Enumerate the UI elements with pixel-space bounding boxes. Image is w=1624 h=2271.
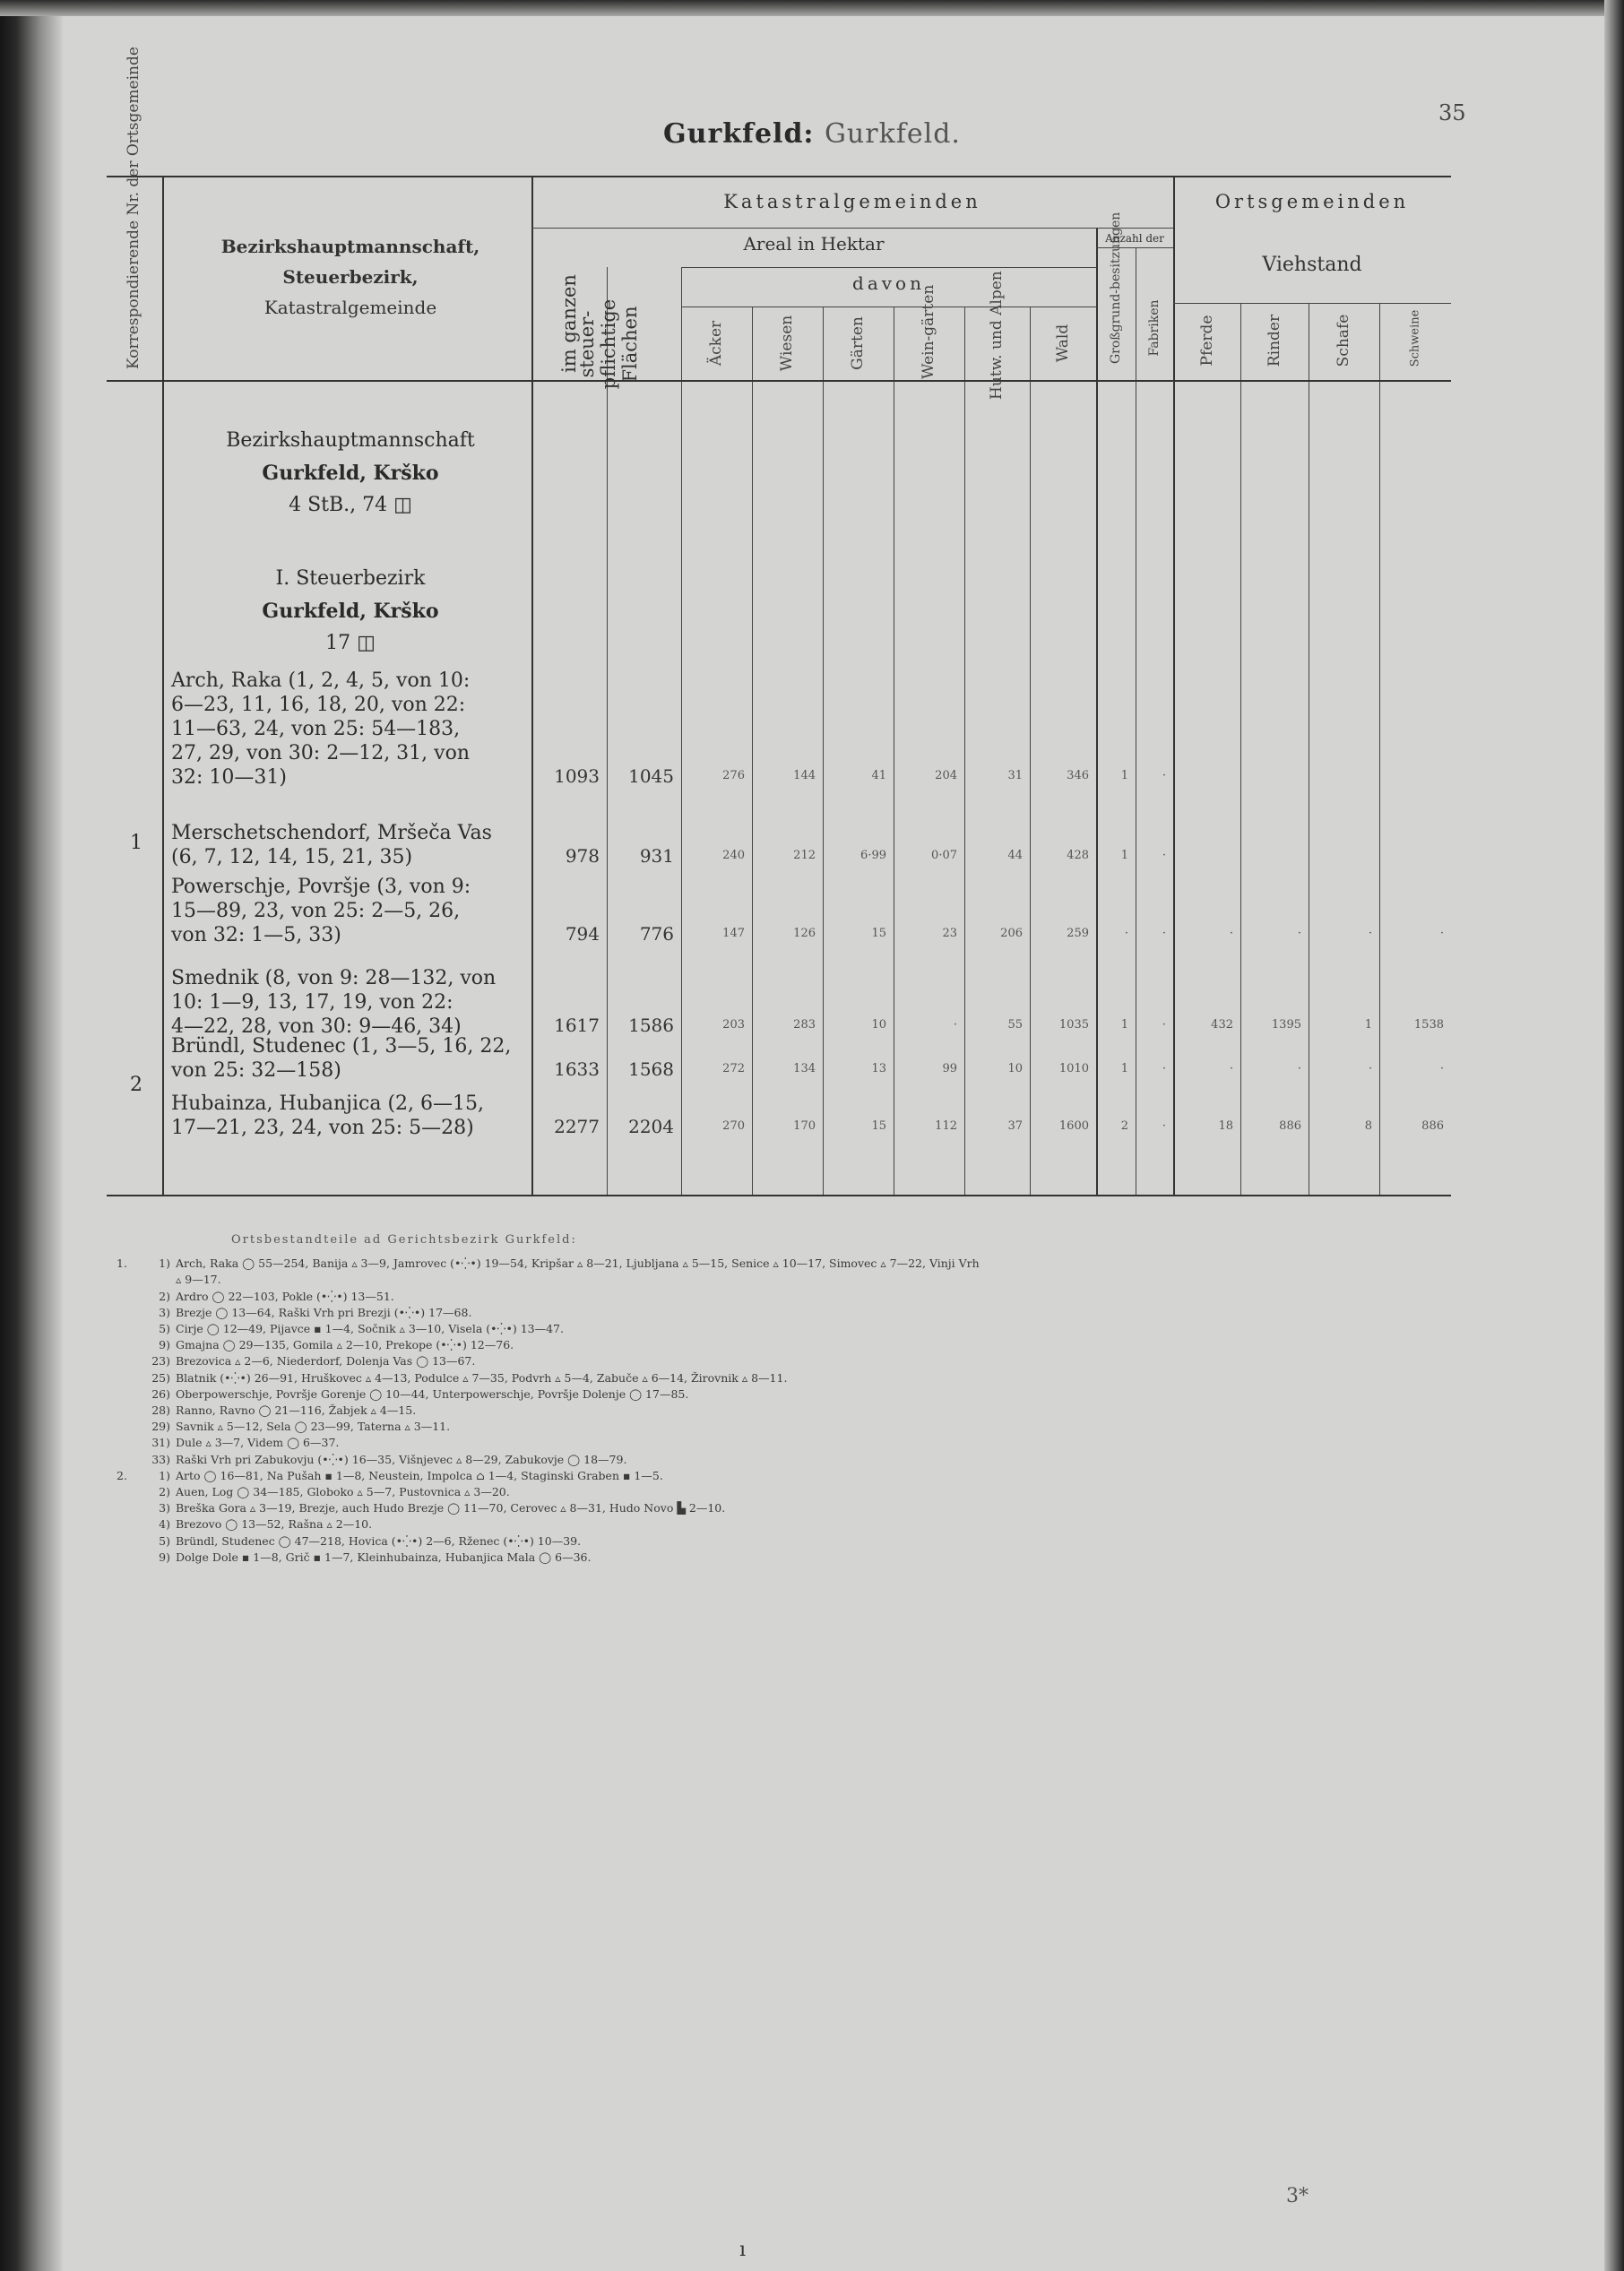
ortsgemeinden-header: Ortsgemeinden — [1214, 191, 1410, 212]
col-divider — [1096, 228, 1098, 1195]
row-text-line: 15—89, 23, von 25: 2—5, 26, — [171, 900, 461, 922]
anzahl-header: Anzahl der — [1105, 232, 1164, 245]
table-cell: 432 — [1211, 1018, 1233, 1032]
table-cell: · — [953, 1018, 957, 1032]
table-cell: 931 — [639, 845, 674, 867]
table-cell: 55 — [1007, 1018, 1023, 1032]
table-cell: 37 — [1007, 1119, 1023, 1133]
table-cell: 1395 — [1271, 1018, 1301, 1032]
footnote-text: Arto ◯ 16—81, Na Pušah ▪ 1—8, Neustein, Impolca ⌂ 1—4, Staginski Graben ▪ 1—5. — [176, 1468, 663, 1482]
scan-edge-top — [0, 0, 1624, 16]
row-text-line: 10: 1—9, 13, 17, 19, von 22: — [171, 991, 454, 1014]
section-steuerbezirk — [171, 563, 530, 660]
table-cell: 978 — [565, 845, 600, 867]
col-divider — [681, 267, 682, 1195]
table-cell: · — [1162, 1119, 1166, 1133]
table-cell: 1 — [1120, 1062, 1128, 1075]
col-header-steuerpflichtig: steuer-pflichtige Flächen — [576, 298, 641, 390]
footnote-text: Dolge Dole ▪ 1—8, Grič ▪ 1—7, Kleinhubainza, Hubanjica Mala ◯ 6—36. — [176, 1550, 592, 1564]
table-cell: · — [1124, 927, 1128, 940]
table-cell: 2204 — [628, 1116, 674, 1137]
table-cell: 1617 — [554, 1015, 600, 1036]
table-cell: 886 — [1421, 1119, 1444, 1133]
areal-header: Areal in Hektar — [743, 233, 885, 255]
signature-mark: 3* — [1286, 2185, 1309, 2207]
table-cell: · — [1297, 927, 1301, 940]
section-bh-count: 4 StB., 74 ◫ — [289, 494, 412, 516]
footnote-text: Breška Gora ▵ 3—19, Brezje, auch Hudo Brezje ◯ 11—70, Cerovec ▵ 8—31, Hudo Novo ▙ 2—10. — [176, 1501, 726, 1515]
table-cell: 1010 — [1058, 1062, 1089, 1075]
footnote-line — [117, 1452, 1443, 1468]
table-cell: 1035 — [1058, 1018, 1089, 1032]
table-cell: 10 — [871, 1018, 886, 1032]
scan-edge-left — [0, 0, 63, 2271]
footnote-key: 3) — [159, 1305, 170, 1319]
footnote-line — [117, 1256, 1443, 1272]
footnote-key: 1) — [159, 1468, 170, 1482]
table-cell: 1600 — [1058, 1119, 1089, 1133]
col-divider — [531, 177, 533, 1195]
col-header-bezirk-line1: Bezirkshauptmannschaft, — [220, 236, 480, 257]
col-header-wald: Wald — [1054, 324, 1072, 363]
col-header-gaerten: Gärten — [849, 316, 867, 370]
row-number: 1 — [130, 832, 143, 854]
table-cell: 134 — [793, 1062, 816, 1075]
footnote-key: 25) — [151, 1370, 170, 1385]
row-text-line: 11—63, 24, von 25: 54—183, — [171, 718, 461, 740]
footer-mark: ı — [739, 2239, 747, 2261]
table-cell: 13 — [871, 1062, 886, 1075]
table-cell: · — [1229, 1062, 1233, 1075]
table-cell: 776 — [639, 923, 674, 945]
table-cell: · — [1439, 927, 1444, 940]
table-cell: 8 — [1364, 1119, 1372, 1133]
row-text-line: 17—21, 23, 24, von 25: 5—28) — [171, 1117, 474, 1139]
table-cell: 1 — [1120, 849, 1128, 862]
row-number: 2 — [130, 1074, 143, 1096]
footnote-text: Brezovo ◯ 13—52, Rašna ▵ 2—10. — [176, 1517, 373, 1532]
col-header-bezirk-line2: Steuerbezirk, — [282, 266, 419, 288]
table-cell: · — [1439, 1062, 1444, 1075]
table-cell: 6·99 — [860, 849, 886, 862]
footnote-text: Bründl, Studenec ◯ 47—218, Hovica (•⁛•) 2—6, Rženec (•⁛•) 10—39. — [176, 1533, 582, 1548]
table-cell: · — [1162, 1062, 1166, 1075]
viehstand-header: Viehstand — [1262, 254, 1362, 276]
footnote-line — [117, 1550, 1443, 1566]
footnote-key: 5) — [159, 1322, 170, 1336]
table-cell: 1568 — [628, 1058, 674, 1080]
row-divider — [681, 267, 1096, 268]
table-cell: 794 — [565, 923, 600, 945]
footnote-key: 9) — [159, 1550, 170, 1564]
table-cell: 886 — [1279, 1119, 1301, 1133]
row-text-line: 27, 29, von 30: 2—12, 31, von — [171, 742, 470, 764]
table-cell: 144 — [793, 769, 816, 782]
col-header-bezirk-line3: Katastralgemeinde — [263, 297, 437, 318]
header-bottom-rule — [107, 380, 1451, 382]
footnote-text: Auen, Log ◯ 34—185, Globoko ▵ 5—7, Pustovnica ▵ 3—20. — [176, 1485, 510, 1499]
footnote-line — [117, 1500, 1443, 1516]
footnote-text: Ranno, Ravno ◯ 21—116, Žabjek ▵ 4—15. — [176, 1403, 417, 1418]
table-cell: 1586 — [628, 1015, 674, 1036]
col-header-fabriken: Fabriken — [1147, 299, 1162, 357]
col-header-schafe: Schafe — [1335, 314, 1352, 367]
table-cell: 1 — [1120, 1018, 1128, 1032]
footnote-text: Raški Vrh pri Zabukovju (•⁛•) 16—35, Višnjevec ▵ 8—29, Zabukovje ◯ 18—79. — [176, 1452, 627, 1466]
page-title — [0, 118, 1624, 150]
footnote-key: 3) — [159, 1501, 170, 1515]
table-cell: 31 — [1007, 769, 1023, 782]
table-cell: 276 — [722, 769, 745, 782]
footnote-line — [117, 1337, 1443, 1353]
footnote-line — [117, 1516, 1443, 1533]
col-header-korr: Korrespondierende Nr. der Ortsgemeinde — [125, 47, 143, 369]
footnote-key: 28) — [151, 1403, 170, 1418]
table-cell: 10 — [1007, 1062, 1023, 1075]
table-cell: 15 — [871, 927, 886, 940]
row-text-line: 32: 10—31) — [171, 766, 287, 789]
footnote-line — [117, 1272, 1443, 1288]
col-header-im-ganzen: im ganzen — [558, 274, 580, 373]
footnote-group: 2. — [117, 1468, 127, 1482]
table-cell: 15 — [871, 1119, 886, 1133]
table-cell: 203 — [722, 1018, 745, 1032]
col-header-hutweiden: Hutw. und Alpen — [988, 271, 1006, 400]
row-text-line: 6—23, 11, 16, 18, 20, von 22: — [171, 694, 466, 716]
table-cell: 147 — [722, 927, 745, 940]
footnote-line — [117, 1370, 1443, 1386]
col-header-bezirk — [171, 231, 530, 323]
footnote-key: 33) — [151, 1452, 170, 1466]
table-cell: · — [1229, 927, 1233, 940]
col-divider — [1173, 177, 1175, 1195]
col-divider — [162, 177, 164, 1195]
table-cell: 0·07 — [931, 849, 957, 862]
table-cell: 99 — [942, 1062, 957, 1075]
table-cell: 44 — [1007, 849, 1023, 862]
page-number: 35 — [1438, 100, 1466, 125]
footnote-line — [117, 1468, 1443, 1484]
row-text-line: Powerschje, Površje (3, von 9: — [171, 876, 471, 898]
footnote-group: 1. — [117, 1256, 127, 1271]
row-divider — [531, 228, 1173, 229]
footnote-text: ▵ 9—17. — [176, 1273, 221, 1287]
footnote-text: Arch, Raka ◯ 55—254, Banija ▵ 3—9, Jamrovec (•⁛•) 19—54, Kripšar ▵ 8—21, Ljubljana ▵ 5—15, Senice ▵ 10—17, Simovec ▵ 7—22, Vinji Vrh — [176, 1256, 980, 1271]
statistics-table — [107, 47, 1451, 1196]
section-sb-label: I. Steuerbezirk — [275, 567, 426, 590]
section-bh-label: Bezirkshauptmannschaft — [226, 429, 475, 452]
footnote-line — [117, 1403, 1443, 1419]
footnote-text: Dule ▵ 3—7, Videm ◯ 6—37. — [176, 1436, 340, 1450]
footnote-key: 5) — [159, 1533, 170, 1548]
table-cell: · — [1368, 1062, 1372, 1075]
footnote-line — [117, 1435, 1443, 1451]
row-text-line: Arch, Raka (1, 2, 4, 5, von 10: — [171, 669, 471, 692]
footnote-key: 2) — [159, 1289, 170, 1303]
scan-edge-right — [1604, 0, 1624, 2271]
footnote-key: 1) — [159, 1256, 170, 1271]
footnote-key: 4) — [159, 1517, 170, 1532]
table-cell: 112 — [935, 1119, 957, 1133]
footnote-line — [117, 1321, 1443, 1337]
table-cell: 428 — [1067, 849, 1089, 862]
footnote-text: Brezje ◯ 13—64, Raški Vrh pri Brezji (•⁛•) 17—68. — [176, 1305, 472, 1319]
col-divider — [607, 267, 608, 1195]
table-cell: 240 — [722, 849, 745, 862]
table-cell: 212 — [793, 849, 816, 862]
table-cell: 1633 — [554, 1058, 600, 1080]
table-cell: 41 — [871, 769, 886, 782]
footnote-line — [117, 1386, 1443, 1403]
col-header-wiesen: Wiesen — [778, 315, 796, 372]
table-cell: 204 — [935, 769, 957, 782]
table-cell: 18 — [1218, 1119, 1233, 1133]
row-text-line: Bründl, Studenec (1, 3—5, 16, 22, — [171, 1035, 512, 1058]
section-bh-name: Gurkfeld, Krško — [262, 462, 439, 485]
table-cell: 283 — [793, 1018, 816, 1032]
row-text-line: (6, 7, 12, 14, 15, 21, 35) — [171, 846, 413, 868]
footnotes-list — [117, 1256, 1443, 1566]
table-cell: · — [1162, 927, 1166, 940]
table-cell: 259 — [1067, 927, 1089, 940]
footnote-key: 26) — [151, 1386, 170, 1401]
table-cell: 346 — [1067, 769, 1089, 782]
footnotes — [117, 1232, 1443, 1566]
row-text-line: Hubainza, Hubanjica (2, 6—15, — [171, 1092, 485, 1115]
table-cell: 126 — [793, 927, 816, 940]
row-text-line: von 25: 32—158) — [171, 1059, 341, 1082]
footnotes-heading: Ortsbestandteile ad Gerichtsbezirk Gurkfeld: — [231, 1233, 577, 1247]
page-title-rest: Gurkfeld. — [824, 118, 961, 150]
footnote-key: 23) — [151, 1354, 170, 1369]
table-cell: 1 — [1364, 1018, 1372, 1032]
table-cell: · — [1368, 927, 1372, 940]
table-cell: · — [1162, 769, 1166, 782]
footnote-line — [117, 1533, 1443, 1550]
katastral-header: Katastralgemeinden — [723, 191, 981, 212]
row-text-line: 4—22, 28, von 30: 9—46, 34) — [171, 1015, 462, 1038]
footnote-text: Gmajna ◯ 29—135, Gomila ▵ 2—10, Prekope (•⁛•) 12—76. — [176, 1338, 514, 1352]
table-cell: 1045 — [628, 765, 674, 787]
row-text-line: von 32: 1—5, 33) — [171, 924, 341, 946]
footnote-key: 31) — [151, 1436, 170, 1450]
footnote-line — [117, 1305, 1443, 1321]
davon-header: davon — [852, 272, 925, 294]
footnote-line — [117, 1484, 1443, 1500]
footnote-line — [117, 1419, 1443, 1435]
footnote-line — [117, 1353, 1443, 1369]
table-cell: 1 — [1120, 769, 1128, 782]
table-cell: 206 — [1000, 927, 1023, 940]
table-cell: · — [1297, 1062, 1301, 1075]
footnote-key: 2) — [159, 1485, 170, 1499]
col-header-schweine: Schweine — [1408, 309, 1422, 367]
table-cell: 272 — [722, 1062, 745, 1075]
table-cell: · — [1162, 1018, 1166, 1032]
table-cell: 23 — [942, 927, 957, 940]
col-header-grossgrund: Großgrund-besitzungen — [1109, 212, 1123, 364]
footnote-text: Brezovica ▵ 2—6, Niederdorf, Dolenja Vas ◯ 13—67. — [176, 1354, 476, 1369]
footnote-text: Cirje ◯ 12—49, Pijavce ▪ 1—4, Sočnik ▵ 3—10, Visela (•⁛•) 13—47. — [176, 1322, 564, 1336]
footnote-key: 29) — [151, 1420, 170, 1434]
col-header-pferde: Pferde — [1198, 315, 1216, 367]
table-cell: 170 — [793, 1119, 816, 1133]
footnote-text: Savnik ▵ 5—12, Sela ◯ 23—99, Taterna ▵ 3—11. — [176, 1420, 451, 1434]
col-divider — [1240, 303, 1241, 1195]
table-cell: 2 — [1120, 1119, 1128, 1133]
col-header-weingaerten: Wein-gärten — [920, 284, 937, 379]
footnote-text: Blatnik (•⁛•) 26—91, Hruškovec ▵ 4—13, Podulce ▵ 7—35, Podvrh ▵ 5—4, Zabuče ▵ 6—14, Žirovnik ▵ 8—11. — [176, 1370, 788, 1385]
col-divider — [1379, 303, 1380, 1195]
table-cell: 1093 — [554, 765, 600, 787]
footnote-line — [117, 1289, 1443, 1305]
col-header-rinder: Rinder — [1266, 314, 1283, 367]
footnote-text: Ardro ◯ 22—103, Pokle (•⁛•) 13—51. — [176, 1289, 394, 1303]
section-sb-name: Gurkfeld, Krško — [262, 600, 439, 623]
row-divider — [1096, 247, 1173, 248]
table-cell: 2277 — [554, 1116, 600, 1137]
footnote-text: Oberpowerschje, Površje Gorenje ◯ 10—44, Unterpowerschje, Površje Dolenje ◯ 17—85. — [176, 1386, 689, 1401]
table-cell: 1538 — [1413, 1018, 1444, 1032]
table-cell: 270 — [722, 1119, 745, 1133]
footnote-key: 9) — [159, 1338, 170, 1352]
table-cell: · — [1162, 849, 1166, 862]
row-text-line: Smednik (8, von 9: 28—132, von — [171, 967, 497, 989]
page-title-bold: Gurkfeld: — [663, 118, 815, 150]
row-text-line: Merschetschendorf, Mršeča Vas — [171, 822, 492, 844]
section-sb-count: 17 ◫ — [325, 632, 376, 654]
col-header-aecker: Äcker — [707, 320, 725, 367]
section-bh — [171, 425, 530, 522]
